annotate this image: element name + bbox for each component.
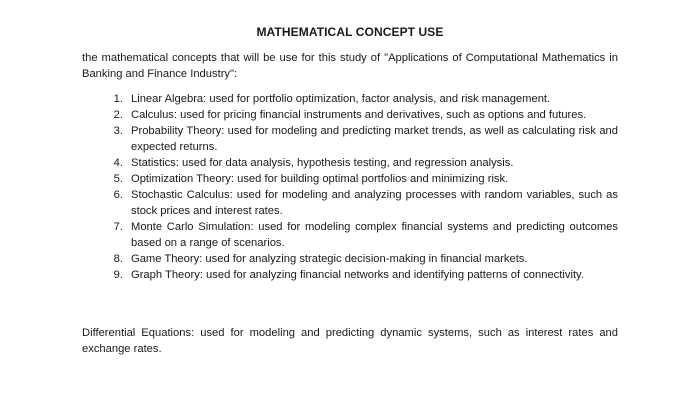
list-item-text: Stochastic Calculus: used for modeling and analyzing processes with random variables, such as stock prices and interest rates. xyxy=(131,189,618,217)
list-item-number: 3. xyxy=(113,125,123,137)
closing-paragraph: Differential Equations: used for modeling and predicting dynamic systems, such as interest rates and exchange rates. xyxy=(82,327,618,355)
list-item xyxy=(82,219,618,251)
list-item-number: 1. xyxy=(113,93,123,105)
list-item-number: 5. xyxy=(113,173,123,185)
list-item-number: 7. xyxy=(113,221,123,233)
list-item xyxy=(82,171,618,187)
list-item-text: Monte Carlo Simulation: used for modeling complex financial systems and predicting outcomes based on a range of scenarios. xyxy=(131,221,618,249)
list-item-number: 4. xyxy=(113,157,123,169)
concept-list xyxy=(82,91,618,283)
list-item-text: Optimization Theory: used for building optimal portfolios and minimizing risk. xyxy=(131,173,509,185)
list-item xyxy=(82,123,618,155)
list-item-text: Calculus: used for pricing financial instruments and derivatives, such as options and futures. xyxy=(131,109,587,121)
list-item xyxy=(82,251,618,267)
intro-paragraph: the mathematical concepts that will be use for this study of "Applications of Computational Mathematics in Banking and Finance Industry": xyxy=(82,52,618,80)
list-item-number: 8. xyxy=(113,253,123,265)
list-item-number: 6. xyxy=(113,189,123,201)
list-item-text: Linear Algebra: used for portfolio optimization, factor analysis, and risk management. xyxy=(131,93,551,105)
list-item xyxy=(82,107,618,123)
list-item xyxy=(82,155,618,171)
list-item-number: 2. xyxy=(113,109,123,121)
list-item xyxy=(82,267,618,283)
document-title: MATHEMATICAL CONCEPT USE xyxy=(256,25,444,39)
list-item-text: Game Theory: used for analyzing strategic decision-making in financial markets. xyxy=(131,253,528,265)
list-item-number: 9. xyxy=(113,269,123,281)
list-item xyxy=(82,187,618,219)
list-item-text: Statistics: used for data analysis, hypothesis testing, and regression analysis. xyxy=(131,157,514,169)
list-item-text: Graph Theory: used for analyzing financial networks and identifying patterns of connectivity. xyxy=(131,269,584,281)
list-item xyxy=(82,91,618,107)
list-item-text: Probability Theory: used for modeling and predicting market trends, as well as calculating risk and expected returns. xyxy=(131,125,618,153)
